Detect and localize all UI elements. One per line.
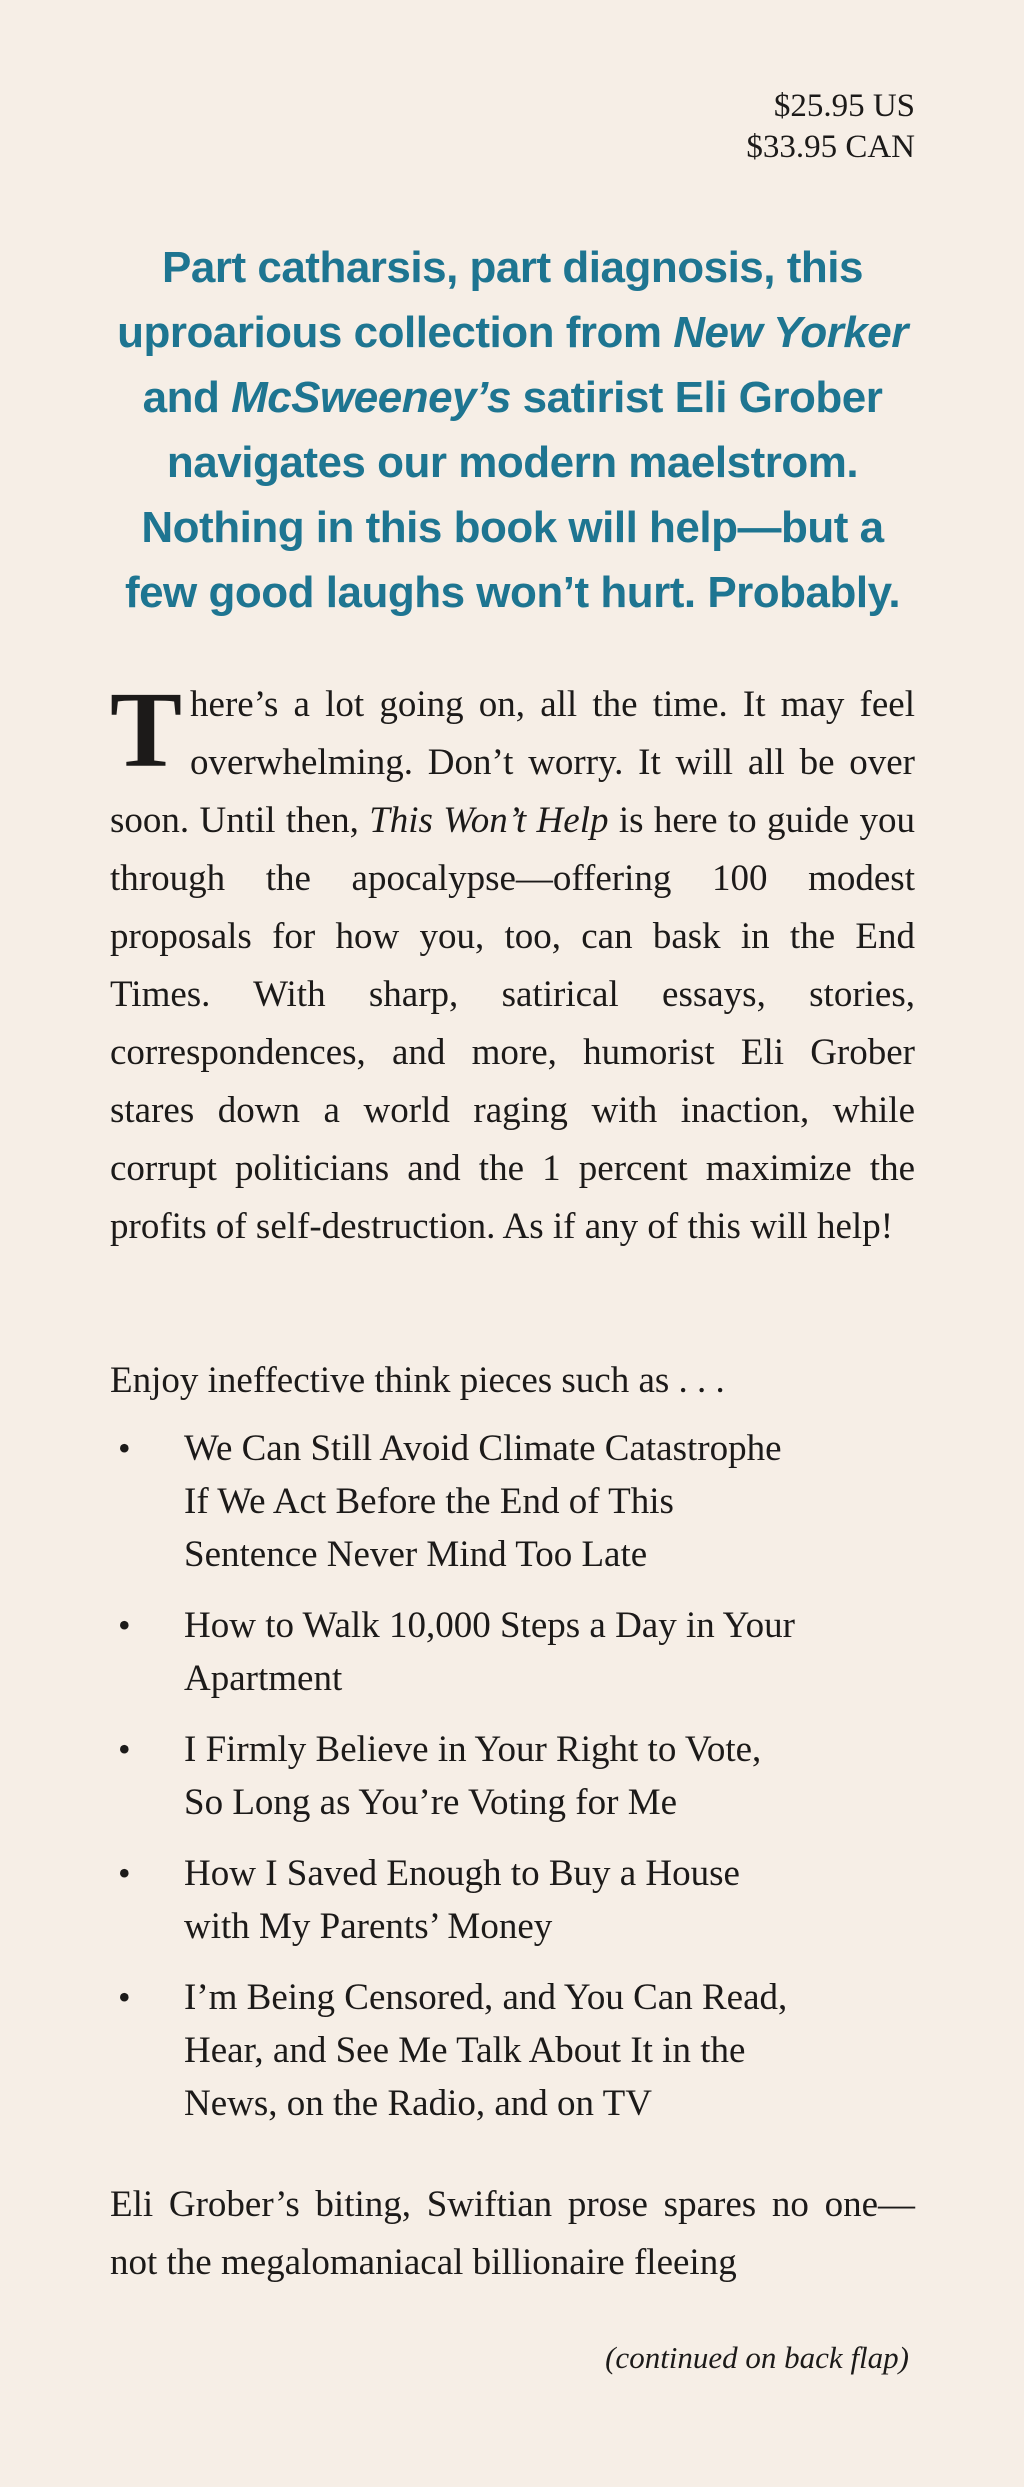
book-title: This Won’t Help [369, 800, 609, 841]
tagline-part1: Part catharsis, part diagnosis, this uproarious collection from [117, 243, 863, 357]
list-item-text: How to Walk 10,000 Steps a Day in Your Apartment [184, 1605, 795, 1699]
continued-note: (continued on back flap) [605, 2340, 909, 2375]
enjoy-intro: Enjoy ineffective think pieces such as . . . [110, 1360, 725, 1401]
price-can: $33.95 CAN [746, 129, 915, 165]
tagline [110, 235, 915, 625]
list-item [110, 1422, 804, 1581]
price-us: $25.95 US [773, 88, 915, 124]
list-item-text: I’m Being Censored, and You Can Read, Hear, and See Me Talk About It in the News, on the Radio, and on TV [184, 1977, 788, 2124]
list-item-text: How I Saved Enough to Buy a House with My Parents’ Money [184, 1853, 740, 1947]
intro-text-1: here’s a lot going on, all the time. It may feel overwhelming. Don’t worry. It will all be over soon. Until then, [110, 684, 915, 841]
list-item-text: I Firmly Believe in Your Right to Vote, So Long as You’re Voting for Me [184, 1729, 762, 1823]
list-item [110, 1599, 804, 1705]
list-item [110, 1723, 804, 1829]
list-item [110, 1971, 804, 2130]
drop-cap: T [110, 671, 183, 790]
intro-text-2: is here to guide you through the apocalypse—offering 100 modest proposals for how you, too, can bask in the End Times. With sharp, satirical essays, stories, correspondences, and more, humorist Eli Grober stares down a world raging with inaction, while corrupt politicians and the 1 percent maximize the profits of self-destruction. As if any of this will help! [110, 800, 916, 1247]
think-pieces-list [110, 1422, 915, 2148]
price-block [746, 86, 915, 168]
tagline-mcsweeneys: McSweeney’s [231, 373, 511, 422]
bullet-icon: • [118, 1729, 131, 1769]
list-item-text: We Can Still Avoid Climate Catastrophe If We Act Before the End of This Sentence Never Mind Too Late [184, 1428, 782, 1575]
tagline-part2: and [142, 373, 232, 422]
bullet-icon: • [118, 1853, 131, 1893]
list-item [110, 1847, 804, 1953]
bullet-icon: • [118, 1977, 131, 2017]
tagline-new-yorker: New Yorker [673, 308, 908, 357]
intro-paragraph [110, 671, 916, 1256]
bullet-icon: • [118, 1605, 131, 1645]
closing-paragraph: Eli Grober’s biting, Swiftian prose spares no one—not the megalomaniacal billionaire fleeing [110, 2184, 915, 2283]
bullet-icon: • [118, 1428, 131, 1468]
tagline-part3: satirist Eli Grober navigates our modern maelstrom. Nothing in this book will help—but a few good laughs won’t hurt. Probably. [124, 373, 901, 617]
